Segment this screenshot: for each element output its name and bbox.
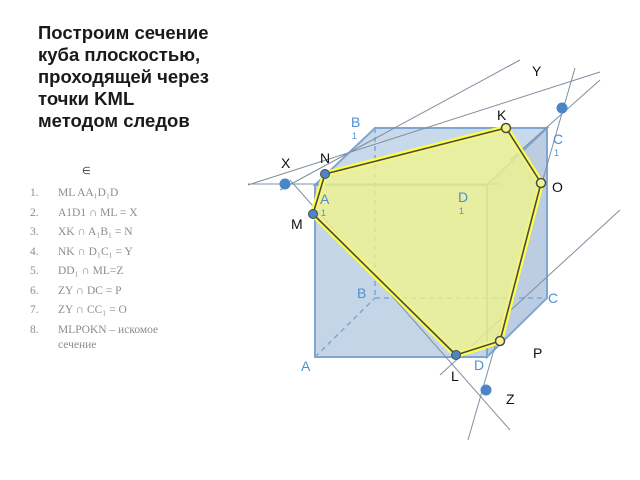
step-text: MLPOKN – искомое bbox=[58, 323, 159, 336]
belongs-symbol: ∈ bbox=[82, 166, 91, 177]
step-number: 3. bbox=[30, 226, 39, 238]
step-number: 5. bbox=[30, 265, 39, 277]
title-line: куба плоскостью, bbox=[38, 44, 201, 65]
step-number: 2. bbox=[30, 206, 39, 219]
title-line: точки KML bbox=[38, 88, 135, 109]
vertex-sub-a1: 1 bbox=[321, 208, 327, 218]
point-k bbox=[502, 124, 511, 133]
vertex-label-c1: C bbox=[553, 131, 564, 147]
point-l bbox=[452, 351, 461, 360]
title-line: методом следов bbox=[38, 110, 190, 131]
vertex-sub-c1: 1 bbox=[554, 148, 560, 158]
point-label-m: M bbox=[291, 216, 303, 232]
point-x bbox=[280, 179, 291, 190]
step-text: XK ∩ A₁B₁ = N bbox=[58, 226, 133, 238]
step-number: 1. bbox=[30, 187, 39, 199]
point-label-y: Y bbox=[532, 63, 542, 79]
title-line: Построим сечение bbox=[38, 22, 209, 43]
step-text: DD₁ ∩ ML=Z bbox=[58, 265, 124, 277]
point-label-l: L bbox=[451, 368, 459, 384]
step-number: 8. bbox=[30, 323, 39, 336]
step-text: ML AA₁D₁D bbox=[58, 187, 119, 199]
step-number: 6. bbox=[30, 284, 39, 297]
title-line: проходящей через bbox=[38, 66, 209, 87]
step-text: A1D1 ∩ ML = X bbox=[58, 206, 138, 219]
step-text-continued: сечение bbox=[58, 338, 97, 351]
vertex-label-c: C bbox=[548, 290, 559, 306]
point-label-n: N bbox=[320, 150, 331, 166]
vertex-label-d: D bbox=[474, 357, 485, 373]
step-text: ZY ∩ CC₁ = O bbox=[58, 304, 127, 316]
point-m bbox=[309, 210, 318, 219]
point-label-k: K bbox=[497, 107, 507, 123]
point-label-z: Z bbox=[506, 391, 515, 407]
point-p bbox=[496, 337, 505, 346]
vertex-label-a1: A bbox=[320, 191, 330, 207]
vertex-label-b: B bbox=[357, 285, 367, 301]
point-o bbox=[537, 179, 546, 188]
point-label-x: X bbox=[281, 155, 291, 171]
step-number: 7. bbox=[30, 304, 39, 316]
point-y bbox=[557, 103, 568, 114]
vertex-label-d1: D bbox=[458, 189, 469, 205]
step-text: NK ∩ D₁C₁ = Y bbox=[58, 245, 133, 258]
point-n bbox=[321, 170, 330, 179]
vertex-label-b1: B bbox=[351, 114, 361, 130]
vertex-sub-d1: 1 bbox=[459, 206, 465, 216]
point-label-p: P bbox=[533, 345, 543, 361]
step-number: 4. bbox=[30, 245, 39, 258]
vertex-sub-b1: 1 bbox=[352, 131, 358, 141]
step-text: ZY ∩ DC = P bbox=[58, 284, 122, 297]
vertex-label-a: A bbox=[301, 358, 311, 374]
point-label-o: O bbox=[552, 179, 563, 195]
point-z bbox=[481, 385, 492, 396]
